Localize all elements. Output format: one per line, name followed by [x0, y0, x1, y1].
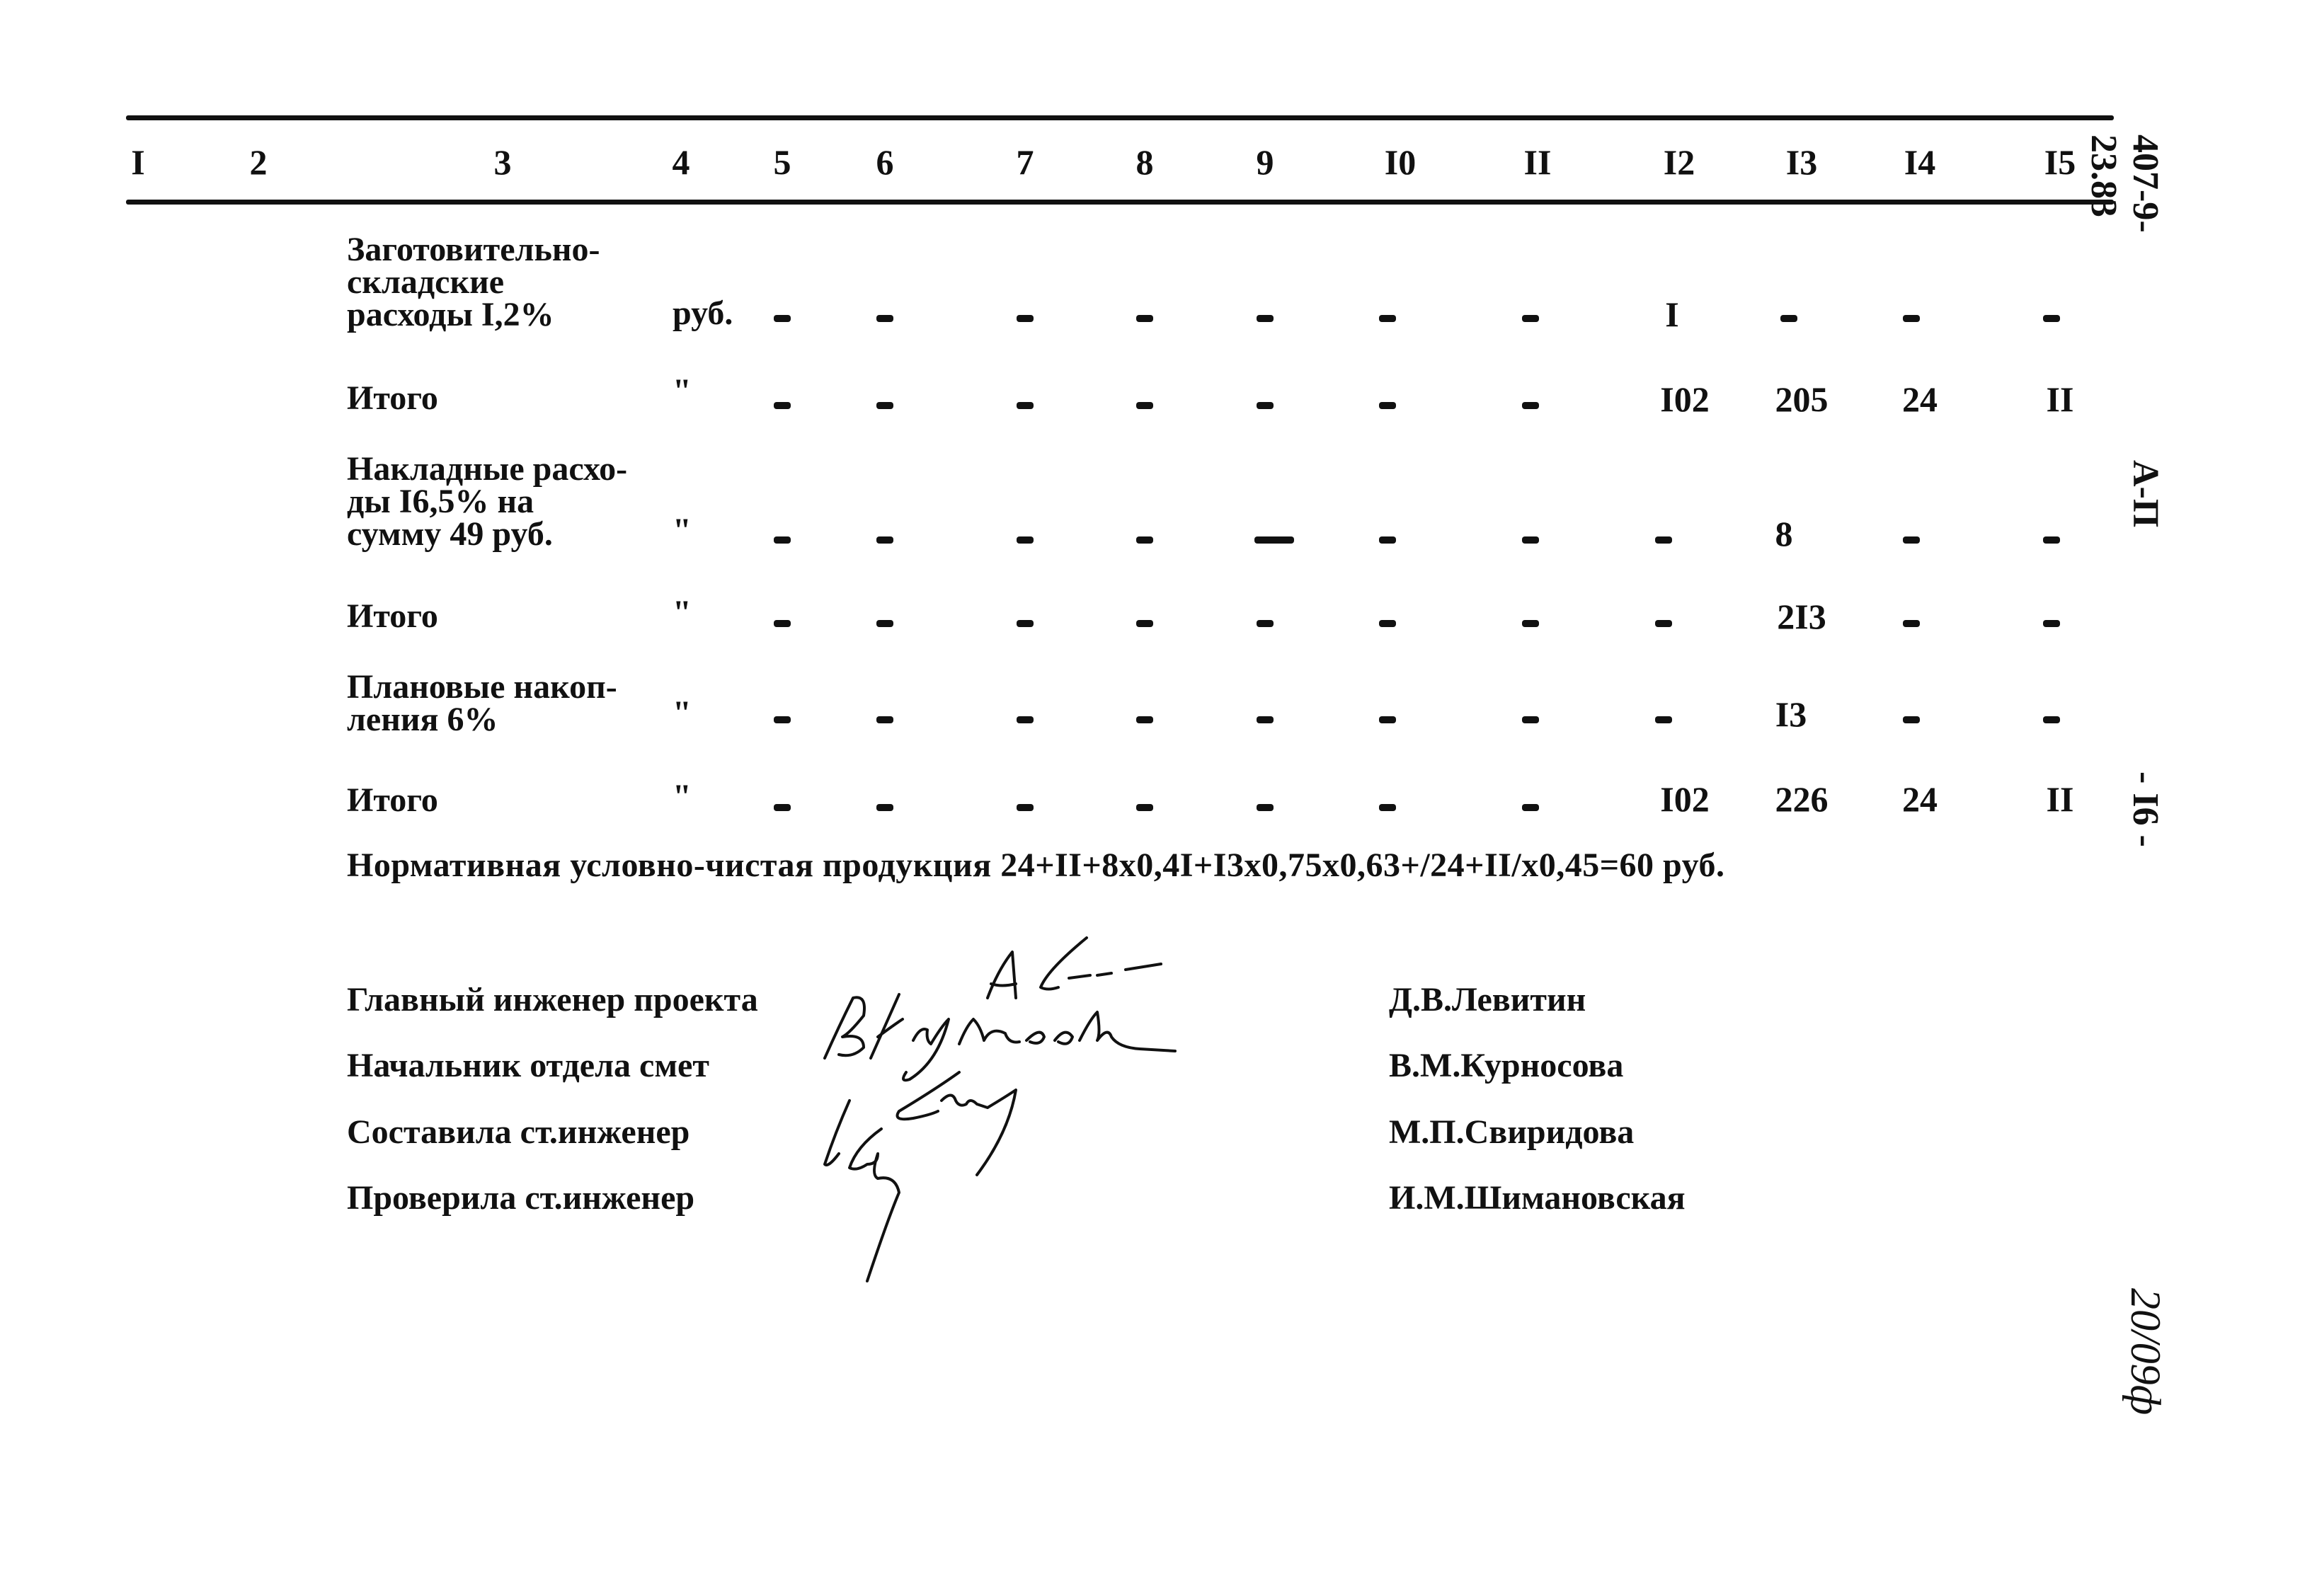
cell-col14: 24 [1902, 779, 1938, 819]
cell-col12: I [1665, 294, 1679, 334]
empty-dash [876, 536, 893, 544]
empty-dash [1017, 804, 1034, 811]
empty-dash [876, 620, 893, 627]
empty-dash [1903, 536, 1920, 544]
empty-dash [1017, 536, 1034, 544]
signatory-name: И.М.Шимановская [1389, 1179, 1686, 1217]
col-header-10: I0 [1384, 142, 1417, 182]
col-header-5: 5 [773, 142, 791, 182]
page-number-label: - I6 - [2125, 771, 2165, 847]
signatory-title: Главный инженер проекта [347, 981, 758, 1018]
empty-dash [774, 402, 791, 409]
row-unit: " [673, 594, 692, 631]
signatory-title: Проверила ст.инженер [347, 1179, 695, 1217]
empty-dash [1136, 804, 1153, 811]
row-description: Плановые накоп- ления 6% [347, 668, 617, 738]
col-header-12: I2 [1663, 142, 1695, 182]
row-description: Итого [347, 379, 438, 417]
row-description: Накладные расхо- ды I6,5% на сумму 49 руб. [347, 450, 628, 553]
empty-dash [2043, 315, 2060, 322]
row-unit: " [673, 778, 692, 815]
row-description: Итого [347, 597, 438, 635]
empty-dash [1522, 315, 1539, 322]
col-header-9: 9 [1256, 142, 1274, 182]
empty-dash [1379, 804, 1396, 811]
cell-col15: II [2046, 379, 2074, 419]
col-header-6: 6 [876, 142, 894, 182]
empty-dash [1903, 620, 1920, 627]
col-header-1: I [131, 142, 145, 182]
empty-dash [1136, 402, 1153, 409]
col-header-11: II [1523, 142, 1552, 182]
empty-dash [2043, 536, 2060, 544]
cell-col15: II [2046, 779, 2074, 819]
empty-dash [1522, 402, 1539, 409]
empty-dash [1655, 620, 1672, 627]
empty-dash [774, 315, 791, 322]
empty-dash [774, 536, 791, 544]
empty-dash [876, 804, 893, 811]
empty-dash [2043, 620, 2060, 627]
empty-dash [1254, 536, 1294, 544]
empty-dash [1257, 804, 1274, 811]
empty-dash [1655, 536, 1672, 544]
empty-dash [1017, 620, 1034, 627]
empty-dash [1522, 716, 1539, 723]
row-unit: " [673, 512, 692, 549]
empty-dash [876, 716, 893, 723]
col-header-13: I3 [1785, 142, 1818, 182]
empty-dash [1257, 716, 1274, 723]
empty-dash [1257, 315, 1274, 322]
cell-col13: 2I3 [1777, 597, 1826, 636]
empty-dash [1017, 402, 1034, 409]
signatory-title: Начальник отдела смет [347, 1047, 709, 1084]
col-header-3: 3 [493, 142, 512, 182]
empty-dash [1522, 804, 1539, 811]
row-unit: руб. [673, 294, 733, 332]
col-header-8: 8 [1135, 142, 1154, 182]
signatory-title: Составила ст.инженер [347, 1113, 690, 1151]
handwritten-signatures-icon [814, 920, 1380, 1380]
document-code-label: 407-9-23.83 [2083, 134, 2165, 233]
empty-dash [1136, 716, 1153, 723]
cell-col13: 226 [1775, 779, 1829, 819]
col-header-15: I5 [2044, 142, 2076, 182]
empty-dash [1379, 402, 1396, 409]
row-description: Заготовительно- складские расходы I,2% [347, 231, 600, 333]
empty-dash [1136, 620, 1153, 627]
empty-dash [1780, 315, 1797, 322]
empty-dash [1903, 315, 1920, 322]
cell-col13: I3 [1775, 694, 1807, 734]
empty-dash [1136, 536, 1153, 544]
table-header-rule [126, 200, 2114, 205]
empty-dash [1379, 315, 1396, 322]
cell-col13: 8 [1775, 514, 1793, 553]
cell-col13: 205 [1775, 379, 1829, 419]
empty-dash [774, 620, 791, 627]
row-unit: " [673, 372, 692, 410]
empty-dash [774, 804, 791, 811]
signatory-name: В.М.Курносова [1389, 1047, 1624, 1084]
empty-dash [2043, 716, 2060, 723]
empty-dash [1017, 716, 1034, 723]
empty-dash [1379, 716, 1396, 723]
cell-col12: I02 [1660, 779, 1710, 819]
empty-dash [1903, 716, 1920, 723]
empty-dash [876, 315, 893, 322]
normative-production-formula: Нормативная условно-чистая продукция 24+II+8x0,4I+I3x0,75x0,63+/24+II/x0,45=60 руб. [347, 846, 1725, 884]
col-header-2: 2 [249, 142, 268, 182]
row-unit: " [673, 694, 692, 732]
empty-dash [876, 402, 893, 409]
col-header-7: 7 [1016, 142, 1034, 182]
album-label: А-П [2125, 460, 2165, 528]
col-header-14: I4 [1904, 142, 1936, 182]
empty-dash [1136, 315, 1153, 322]
col-header-4: 4 [672, 142, 690, 182]
empty-dash [1522, 536, 1539, 544]
signatory-name: Д.В.Левитин [1389, 981, 1586, 1018]
table-top-rule [126, 115, 2114, 120]
signatory-name: М.П.Свиридова [1389, 1113, 1635, 1151]
empty-dash [1379, 620, 1396, 627]
empty-dash [1655, 716, 1672, 723]
row-description: Итого [347, 781, 438, 819]
empty-dash [1257, 620, 1274, 627]
empty-dash [1379, 536, 1396, 544]
empty-dash [1522, 620, 1539, 627]
cell-col14: 24 [1902, 379, 1938, 419]
empty-dash [1257, 402, 1274, 409]
stamp-number-label: 20/09ф [2122, 1288, 2169, 1416]
empty-dash [774, 716, 791, 723]
cell-col12: I02 [1660, 379, 1710, 419]
empty-dash [1017, 315, 1034, 322]
